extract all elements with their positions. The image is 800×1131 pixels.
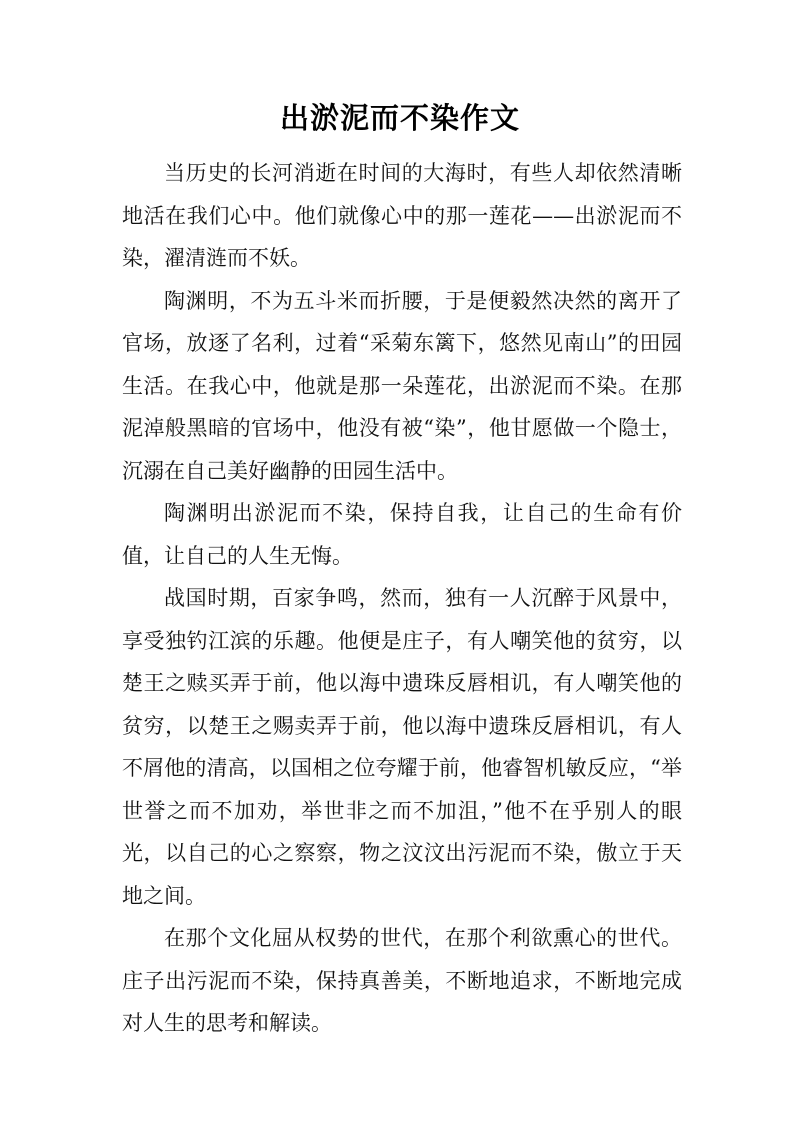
- document-title: 出淤泥而不染作文: [279, 101, 520, 135]
- paragraph-3: 陶渊明出淤泥而不染，保持自我，让自己的生命有价值，让自己的人生无悔。: [122, 501, 682, 568]
- paragraph-1: 当历史的长河消逝在时间的大海时，有些人却依然清晰地活在我们心中。他们就像心中的那一莲花——出淤泥而不染，濯清涟而不妖。: [122, 161, 682, 270]
- paragraph-5: 在那个文化屈从权势的世代，在那个利欲熏心的世代。庄子出污泥而不染，保持真善美，不断地追求，不断地完成对人生的思考和解读。: [122, 926, 682, 1035]
- document-body: [122, 152, 682, 1045]
- paragraph-4: 战国时期，百家争鸣，然而，独有一人沉醉于风景中，享受独钓江滨的乐趣。他便是庄子，有人嘲笑他的贫穷，以楚王之赎买弄于前，他以海中遗珠反唇相讥，有人嘲笑他的贫穷，以楚王之赐卖弄于前，他以海中遗珠反唇相讥，有人不屑他的清高，以国相之位夸耀于前，他睿智机敏反应，“举世誉之而不加劝，举世非之而不加沮，”他不在乎别人的眼光，以自己的心之察察，物之汶汶出污泥而不染，傲立于天地之间。: [122, 586, 682, 908]
- paragraph-2: 陶渊明，不为五斗米而折腰，于是便毅然决然的离开了官场，放逐了名利，过着“采菊东篱下，悠然见南山”的田园生活。在我心中，他就是那一朵莲花，出淤泥而不染。在那泥淖般黑暗的官场中，他没有被“染”，他甘愿做一个隐士，沉溺在自己美好幽静的田园生活中。: [122, 288, 682, 483]
